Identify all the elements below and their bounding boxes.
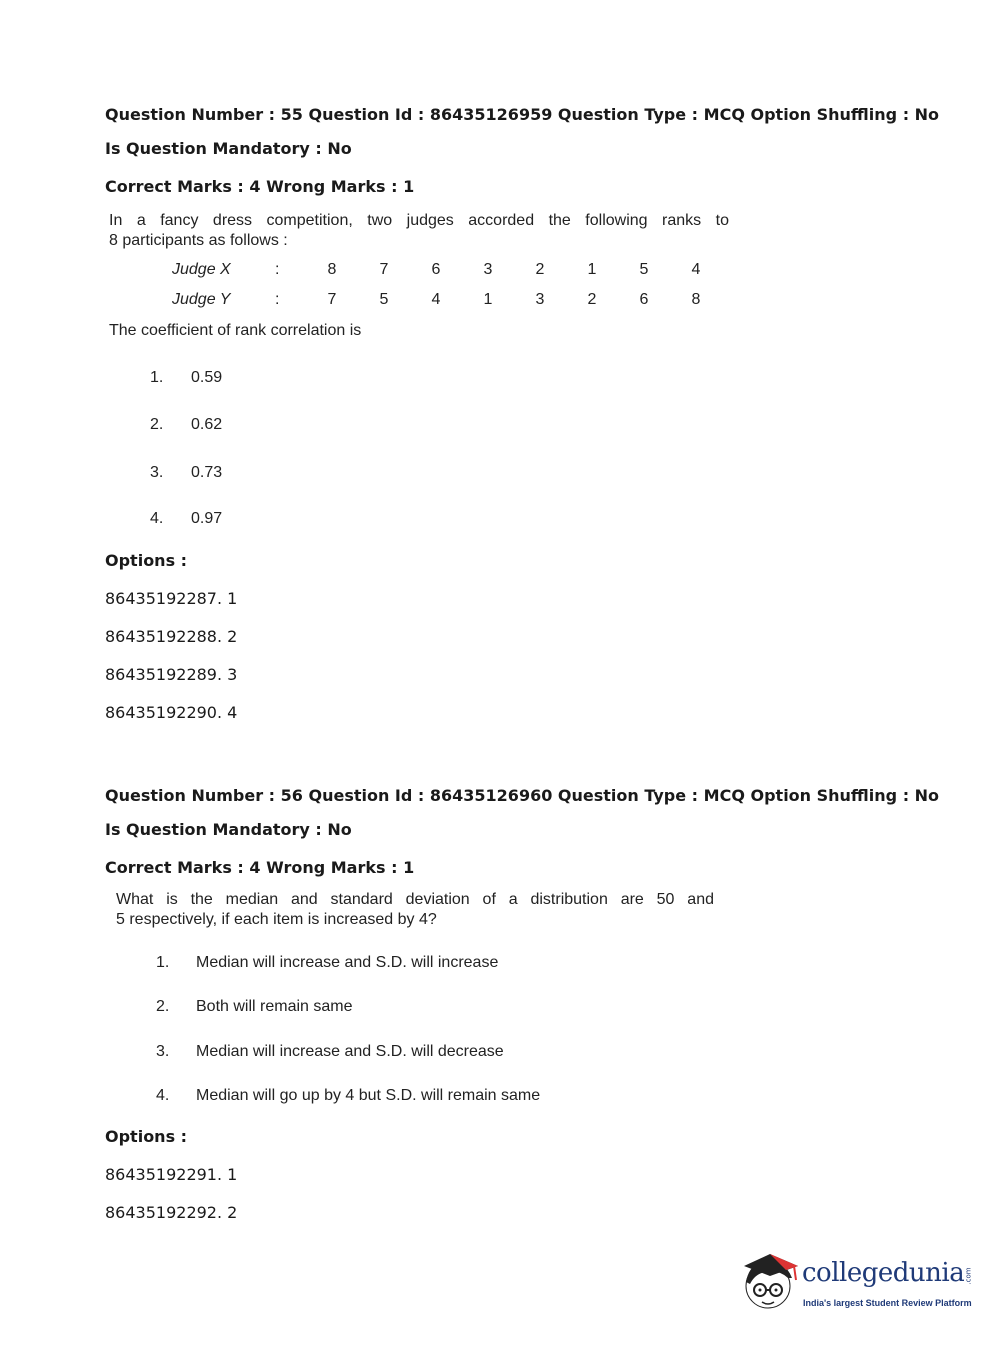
rank-cell: 2 (587, 291, 597, 308)
rank-cell: 6 (431, 261, 441, 278)
choice-2 (156, 998, 353, 1016)
choice-number: 2. (156, 998, 170, 1015)
option-id: 86435192290. 4 (105, 703, 238, 722)
choice-1 (150, 369, 223, 387)
judge-x-label: Judge X (172, 261, 231, 278)
option-id: 86435192289. 3 (105, 665, 238, 684)
option-id: 86435192287. 1 (105, 589, 238, 608)
mandatory-line: Is Question Mandatory : No (105, 139, 352, 158)
question-header: Question Number : 56 Question Id : 86435126960 Question Type : MCQ Option Shuffling : No (105, 786, 940, 805)
rank-cell: 6 (639, 291, 649, 308)
mandatory-line: Is Question Mandatory : No (105, 820, 352, 839)
choice-2 (150, 416, 223, 434)
choice-text: Median will increase and S.D. will decrease (196, 1043, 504, 1060)
rank-cell: 7 (327, 291, 337, 308)
choice-4 (156, 1087, 541, 1105)
choice-number: 4. (156, 1087, 170, 1104)
question-text-line-2: 8 participants as follows : (109, 232, 288, 249)
rank-cell: 1 (483, 291, 493, 308)
choice-number: 2. (150, 416, 164, 433)
rank-cell: 8 (327, 261, 337, 278)
option-id: 86435192288. 2 (105, 627, 238, 646)
choice-1 (156, 954, 499, 972)
rank-cell: 3 (535, 291, 545, 308)
options-title: Options : (105, 551, 188, 570)
rank-cell: 5 (379, 291, 389, 308)
choice-3 (156, 1043, 504, 1061)
choice-text: 0.59 (191, 369, 223, 386)
choice-text: 0.62 (191, 416, 223, 433)
choice-text: 0.73 (191, 464, 223, 481)
rank-cell: 2 (535, 261, 545, 278)
judge-y-label: Judge Y (172, 291, 231, 308)
logo-suffix: .com (964, 1267, 973, 1285)
rank-cell: 3 (483, 261, 493, 278)
table-colon: : (275, 261, 280, 278)
question-text-line-1: What is the median and standard deviation of a distribution are 50 and (116, 891, 714, 908)
choice-text: Both will remain same (196, 998, 353, 1015)
options-title: Options : (105, 1127, 188, 1146)
choice-number: 1. (150, 369, 164, 386)
rank-cell: 4 (691, 261, 701, 278)
option-id: 86435192292. 2 (105, 1203, 238, 1222)
choice-text: Median will go up by 4 but S.D. will remain same (196, 1087, 541, 1104)
rank-cell: 5 (639, 261, 649, 278)
choice-text: 0.97 (191, 510, 223, 527)
rank-cell: 4 (431, 291, 441, 308)
choice-number: 3. (156, 1043, 170, 1060)
table-colon: : (275, 291, 280, 308)
mascot-icon (740, 1248, 802, 1318)
collegedunia-logo (740, 1248, 973, 1318)
logo-wordmark: collegedunia (802, 1258, 965, 1288)
question-header: Question Number : 55 Question Id : 86435126959 Question Type : MCQ Option Shuffling : No (105, 105, 940, 124)
choice-number: 4. (150, 510, 164, 527)
question-prompt: The coefficient of rank correlation is (109, 322, 362, 339)
logo-tagline: India's largest Student Review Platform (803, 1298, 972, 1308)
option-id: 86435192291. 1 (105, 1165, 238, 1184)
rank-cell: 7 (379, 261, 389, 278)
rank-cell: 8 (691, 291, 701, 308)
choice-3 (150, 464, 223, 482)
question-text-line-1: In a fancy dress competition, two judges accorded the following ranks to (109, 212, 729, 229)
marks-line: Correct Marks : 4 Wrong Marks : 1 (105, 858, 415, 877)
choice-4 (150, 510, 223, 528)
choice-number: 1. (156, 954, 170, 971)
marks-line: Correct Marks : 4 Wrong Marks : 1 (105, 177, 415, 196)
question-text-line-2: 5 respectively, if each item is increased by 4? (116, 911, 437, 928)
rank-cell: 1 (587, 261, 597, 278)
choice-number: 3. (150, 464, 164, 481)
choice-text: Median will increase and S.D. will increase (196, 954, 499, 971)
